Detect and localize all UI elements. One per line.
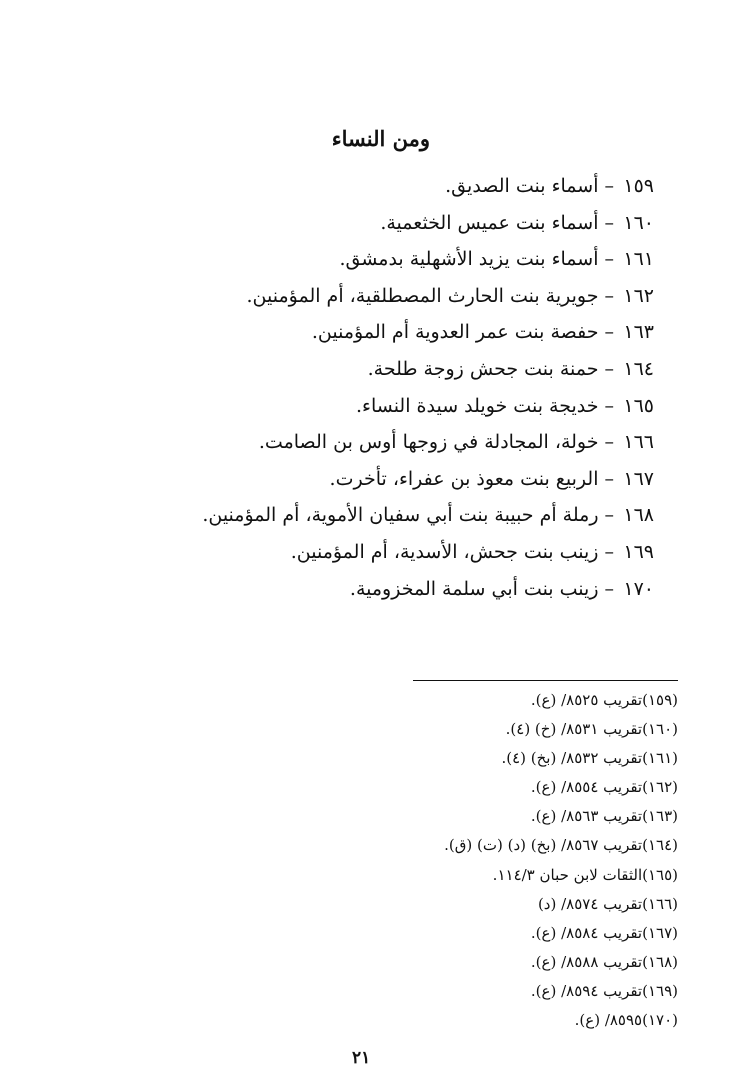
list-item [202,461,654,498]
footnote: (١٦٣)تقريب ٨٥٦٣/ (ع). [530,807,678,826]
footnote: (١٦٢)تقريب ٨٥٥٤/ (ع). [530,778,678,797]
footnote: (١٦٠)تقريب ٨٥٣١/ (خ) (٤). [505,720,678,739]
list-item [202,168,654,205]
entry-text: أسماء بنت الصديق. [445,175,599,197]
footnote: (١٦٧)تقريب ٨٥٨٤/ (ع). [530,923,678,942]
entry-text: جويرية بنت الحارث المصطلقية، أم المؤمنين. [246,284,599,307]
footnote-divider [413,680,678,681]
entry-text: زينب بنت جحش، الأسدية، أم المؤمنين. [290,540,599,563]
footnote: (١٦٥)الثقات لابن حبان ١١٤/٣. [492,865,678,884]
entry-number: ١٦٥ [623,394,654,417]
entry-dash: – [604,175,614,197]
entry-number: ١٦٧ [623,467,654,490]
entry-number: ١٦٩ [623,540,654,563]
footnote: (١٧٠)٨٥٩٥/ (ع). [574,1011,678,1030]
list-item [202,388,654,425]
footnote: (١٦٩)تقريب ٨٥٩٤/ (ع). [530,981,678,1000]
entry-dash: – [604,211,614,234]
entry-text: خولة، المجادلة في زوجها أوس بن الصامت. [258,431,599,454]
list-item [202,241,654,278]
entry-text: خديجة بنت خويلد سيدة النساء. [355,394,599,417]
list-item [202,278,654,315]
footnotes [444,686,678,1035]
entry-text: أسماء بنت عميس الخثعمية. [380,211,599,234]
footnote: (١٦٦)تقريب ٨٥٧٤/ (د) [537,894,678,913]
entry-number: ١٦٤ [623,357,654,380]
entry-number: ١٦٨ [623,504,654,527]
entry-number: ١٦٠ [623,211,654,234]
entry-number: ١٦٢ [623,284,654,307]
entry-dash: – [604,577,614,600]
entry-text: أسماء بنت يزيد الأشهلية بدمشق. [339,248,599,271]
entry-text: رملة أم حبيبة بنت أبي سفيان الأموية، أم المؤمنين. [202,504,599,527]
entry-dash: – [604,540,614,563]
list-item [202,571,654,608]
list-item [202,351,654,388]
entry-text: زينب بنت أبي سلمة المخزومية. [349,577,599,600]
section-heading: ومن النساء [331,126,430,151]
entry-number: ١٥٩ [623,175,654,197]
entry-dash: – [604,284,614,307]
entry-dash: – [604,467,614,490]
entry-dash: – [604,431,614,454]
footnote: (١٦٤)تقريب ٨٥٦٧/ (بخ) (د) (ت) (ق). [444,836,678,855]
entry-dash: – [604,357,614,380]
entry-text: حفصة بنت عمر العدوية أم المؤمنين. [311,321,599,344]
footnote: (١٦٨)تقريب ٨٥٨٨/ (ع). [530,952,678,971]
entry-text: الربيع بنت معوذ بن عفراء، تأخرت. [329,467,599,490]
entry-number: ١٦٦ [623,431,654,454]
footnote: (١٥٩)تقريب ٨٥٢٥/ (ع). [530,691,678,709]
entry-dash: – [604,248,614,271]
list-item [202,205,654,242]
page-number: ٢١ [352,1048,371,1068]
entry-dash: – [604,321,614,344]
entry-dash: – [604,394,614,417]
entry-number: ١٦١ [623,248,654,271]
entry-number: ١٧٠ [623,577,654,600]
entry-text: حمنة بنت جحش زوجة طلحة. [367,357,599,380]
list-item [202,534,654,571]
entry-dash: – [604,504,614,527]
list-item [202,314,654,351]
narrator-list [202,168,654,607]
list-item [202,424,654,461]
entry-number: ١٦٣ [623,321,654,344]
list-item [202,497,654,534]
footnote: (١٦١)تقريب ٨٥٣٢/ (بخ) (٤). [501,749,678,768]
